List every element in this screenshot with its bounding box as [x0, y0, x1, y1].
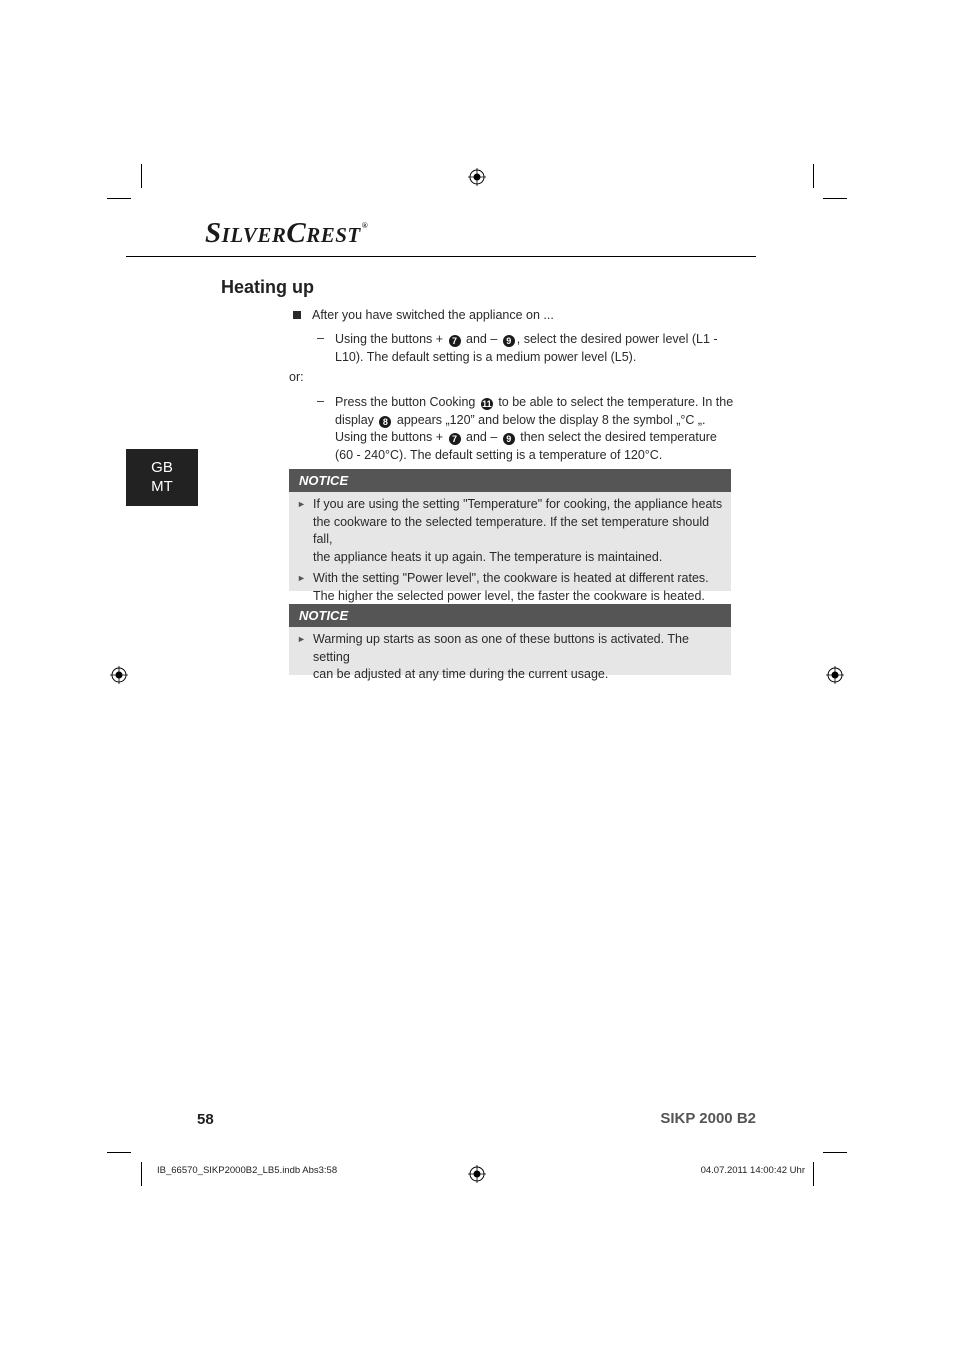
model-name: SIKP 2000 B2 [660, 1110, 756, 1127]
language-tab: GB MT [126, 449, 198, 506]
notice-box [289, 469, 731, 603]
or-label: or: [289, 370, 304, 384]
notice-heading: NOTICE [289, 469, 731, 492]
notice-item: ► Warming up starts as soon as one of these buttons is activated. The setting can be adjusted at any time during the current usage. [297, 632, 689, 681]
notice-item: ► If you are using the setting "Temperature" for cooking, the appliance heats the cookware to the selected temperature. If the set temperature should fall, the appliance heats it up again. The temperature is maintained. [297, 497, 723, 564]
dash-bullet: – [317, 331, 324, 345]
notice-box [289, 604, 731, 681]
crop-mark [823, 198, 847, 199]
crop-mark [823, 1152, 847, 1153]
page-number: 58 [197, 1111, 214, 1128]
registration-mark-icon [468, 1165, 486, 1183]
intro-text: After you have switched the appliance on ... [312, 308, 554, 322]
button-number-badge: 9 [503, 335, 515, 347]
button-number-badge: 11 [482, 399, 492, 409]
section-title: Heating up [221, 277, 314, 297]
notice-heading: NOTICE [289, 604, 731, 627]
crop-mark [813, 164, 814, 188]
registration-mark-icon [826, 666, 844, 684]
button-number-badge: 7 [449, 433, 461, 445]
dash-bullet: – [317, 394, 324, 408]
step2-line: Using the buttons + 7 and – 9 then select the desired temperature [335, 430, 717, 444]
crop-mark [107, 1152, 131, 1153]
crop-mark [813, 1162, 814, 1186]
header-rule [126, 256, 756, 257]
notice-item: ► With the setting "Power level", the cookware is heated at different rates. The higher the selected power level, the faster the cookware is heated. [297, 571, 709, 603]
crop-mark [141, 1162, 142, 1186]
step2-line: Press the button Cooking 11 to be able to select the temperature. In the [335, 395, 734, 409]
step2-line: (60 - 240°C). The default setting is a temperature of 120°C. [335, 447, 663, 462]
crop-mark [107, 198, 131, 199]
imprint-date: 04.07.2011 14:00:42 Uhr [700, 1165, 805, 1176]
arrow-bullet-icon: ► [297, 573, 306, 583]
button-number-badge: 8 [379, 416, 391, 428]
button-number-badge: 7 [449, 335, 461, 347]
arrow-bullet-icon: ► [297, 499, 306, 509]
square-bullet-icon [293, 311, 301, 319]
step2-text [335, 394, 735, 464]
step1-text [335, 331, 735, 366]
registration-mark-icon [468, 168, 486, 186]
registration-mark-icon [110, 666, 128, 684]
silvercrest-logo: SILVERCREST® [205, 217, 369, 249]
imprint-file: IB_66570_SIKP2000B2_LB5.indb Abs3:58 [157, 1165, 338, 1176]
step1-line: L10). The default setting is a medium power level (L5). [335, 349, 637, 364]
button-number-badge: 9 [503, 433, 515, 445]
arrow-bullet-icon: ► [297, 634, 306, 644]
crop-mark [141, 164, 142, 188]
step2-line: display 8 appears „120” and below the display 8 the symbol „°C „. [335, 412, 706, 427]
step1-line: Using the buttons + 7 and – 9 , select the desired power level (L1 - [335, 332, 718, 346]
